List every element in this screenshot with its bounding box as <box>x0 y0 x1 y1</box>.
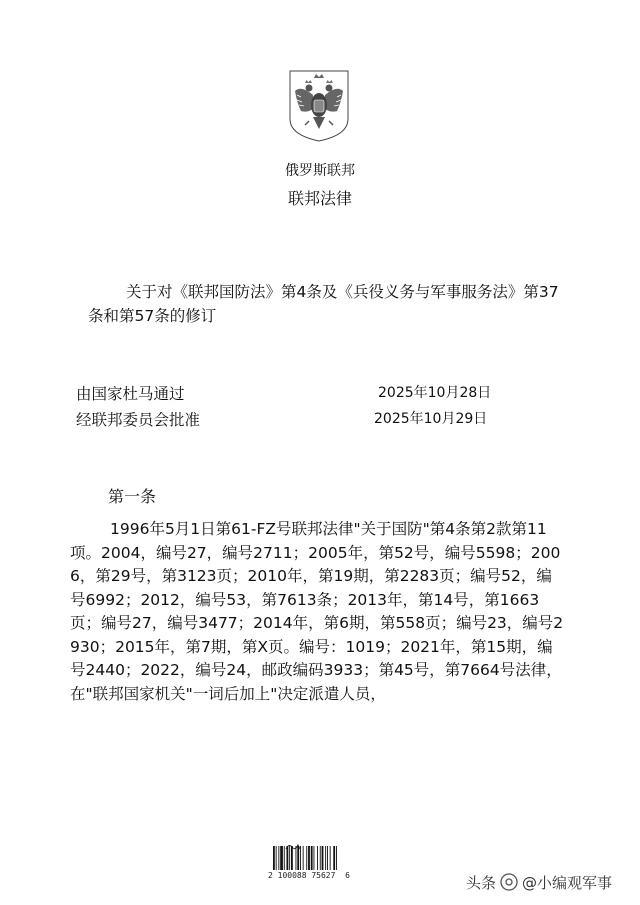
article-heading: 第一条 <box>108 487 157 506</box>
watermark-camera-icon <box>500 873 518 891</box>
barcode-bar <box>330 846 331 870</box>
country-name: 俄罗斯联邦 <box>285 163 355 179</box>
barcode-bar <box>327 846 328 870</box>
adoption-row-duma <box>76 382 516 406</box>
barcode-bar <box>333 846 335 870</box>
watermark-logo: 头条 <box>466 873 497 892</box>
article-body: 1996年5月1日第61-FZ号联邦法律"关于国防"第4条第2款第11项。2004，编号27，编号2711；2005年，第52号，编号5598；2006，第29号，第3123页；2010年，第19期，第2283页；编号52，编号6992；2012，编号53，第7613条；2013年，第14号，第1663页；编号27，编号3477；2014年，第6期，第558页；编号23，编号2930；2015年，第7期，第X页。编号：1019；2021年，第15期，编号2440；2022，编号24，邮政编码3933；第45号，第7664号法律，在"联邦国家机关"一词后加上"决定派遣人员， <box>70 520 564 703</box>
barcode-bar <box>280 846 283 870</box>
russian-coat-of-arms-icon <box>287 69 351 143</box>
barcode-bar <box>306 846 307 870</box>
barcode-bar <box>278 846 279 870</box>
barcode-bar <box>322 846 324 870</box>
adoption-row-federation-council <box>76 408 516 432</box>
barcode-bar <box>311 846 313 870</box>
barcode-bar <box>291 846 293 870</box>
barcode-bar <box>314 846 315 870</box>
adoption-label: 由国家杜马通过 <box>76 385 185 403</box>
barcode-bar <box>308 846 310 870</box>
barcode-bar <box>289 846 290 870</box>
barcode <box>271 846 363 874</box>
adoption-date: 2025年10月29日 <box>374 411 488 427</box>
barcode-bar <box>297 846 299 870</box>
stamp-mark-icon <box>284 836 302 846</box>
barcode-bar <box>296 846 297 870</box>
barcode-bar <box>276 846 277 870</box>
barcode-bar <box>317 846 318 870</box>
adoption-label: 经联邦委员会批准 <box>76 411 201 429</box>
barcode-bar <box>284 846 285 870</box>
watermark-handle: @小编观军事 <box>522 873 613 892</box>
barcode-number: 2 100088 75627 6 <box>268 871 350 880</box>
barcode-bar <box>303 846 304 870</box>
adoption-date: 2025年10月28日 <box>378 385 492 401</box>
document-title: 关于对《联邦国防法》第4条及《兵役义务与军事服务法》第37条和第57条的修订 <box>88 283 559 325</box>
law-type: 联邦法律 <box>287 189 352 208</box>
barcode-bar <box>300 846 301 870</box>
barcode-bar <box>336 846 337 870</box>
barcode-bar <box>325 846 326 870</box>
barcode-bar <box>320 846 321 870</box>
barcode-bar <box>287 846 289 870</box>
watermark <box>466 868 612 896</box>
barcode-bar <box>273 846 275 870</box>
